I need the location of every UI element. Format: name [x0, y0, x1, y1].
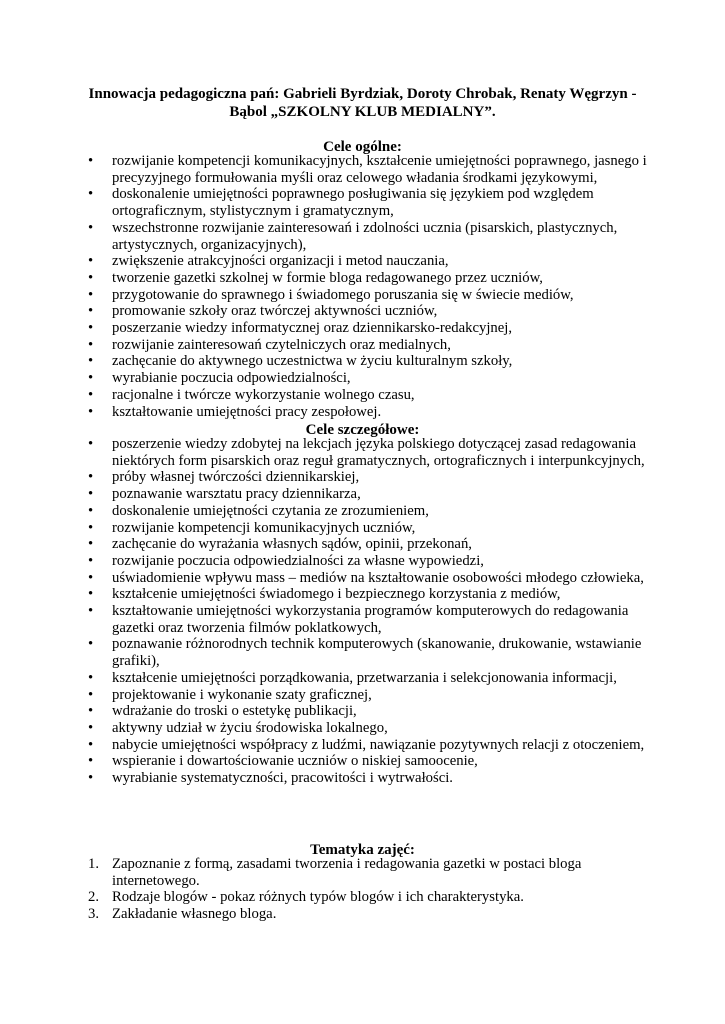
list-item: [0, 303, 725, 320]
bullet-icon: •: [88, 536, 94, 553]
list-item: [0, 753, 725, 770]
bullet-icon: •: [88, 719, 94, 736]
list-item: [0, 703, 725, 720]
bullet-icon: •: [88, 586, 94, 603]
list-item-text: próby własnej twórczości dziennikarskiej,: [112, 469, 360, 486]
list-item-text: wyrabianie poczucia odpowiedzialności,: [112, 370, 351, 387]
list-item-text: racjonalne i twórcze wykorzystanie wolnego czasu,: [112, 386, 415, 403]
list-cele-szczegolowe: [0, 436, 725, 787]
bullet-icon: •: [88, 386, 94, 403]
list-item: [0, 856, 725, 889]
list-item: [0, 603, 725, 636]
list-item: [0, 370, 725, 387]
list-item: [0, 220, 725, 253]
list-item-text: Rodzaje blogów - pokaz różnych typów blogów i ich charakterystyka.: [112, 889, 524, 906]
bullet-icon: •: [88, 736, 94, 753]
list-cele-ogolne: [0, 153, 725, 420]
list-item-text: doskonalenie umiejętności czytania ze zrozumieniem,: [112, 502, 429, 519]
list-item-text: wyrabianie systematyczności, pracowitości i wytrwałości.: [112, 770, 453, 787]
title-line-2: Bąbol „SZKOLNY KLUB MEDIALNY”.: [229, 103, 496, 120]
list-item: [0, 270, 725, 287]
bullet-icon: •: [88, 286, 94, 303]
list-item: [0, 186, 725, 219]
list-item: [0, 287, 725, 304]
bullet-icon: •: [88, 186, 94, 203]
list-item: [0, 553, 725, 570]
list-item-text: Zakładanie własnego bloga.: [112, 906, 277, 923]
list-item-text: kształtowanie umiejętności pracy zespołowej.: [112, 403, 382, 420]
list-item: [0, 337, 725, 354]
list-item: [0, 353, 725, 370]
bullet-icon: •: [88, 370, 94, 387]
heading-cele-ogolne: Cele ogólne:: [323, 139, 402, 155]
list-item-text: rozwijanie kompetencji komunikacyjnych, kształcenie umiejętności poprawnego, jasnego i precyzyjnego formułowania myśli oraz celowego władania środkami językowymi,: [112, 153, 647, 186]
list-item: [0, 670, 725, 687]
list-item-number: 2.: [88, 889, 100, 906]
bullet-icon: •: [88, 253, 94, 270]
list-item: [0, 586, 725, 603]
bullet-icon: •: [88, 603, 94, 620]
bullet-icon: •: [88, 770, 94, 787]
bullet-icon: •: [88, 320, 94, 337]
list-item-text: wszechstronne rozwijanie zainteresowań i zdolności ucznia (pisarskich, plastycznych, artystycznych, organizacyjnych),: [112, 219, 618, 253]
list-item-number: 3.: [88, 906, 100, 923]
list-item: [0, 636, 725, 669]
bullet-icon: •: [88, 703, 94, 720]
list-item-text: Zapoznanie z formą, zasadami tworzenia i redagowania gazetki w postaci bloga internetowego.: [112, 856, 582, 889]
bullet-icon: •: [88, 303, 94, 320]
list-item: [0, 436, 725, 469]
bullet-icon: •: [88, 486, 94, 503]
bullet-icon: •: [88, 153, 94, 169]
list-item-text: zwiększenie atrakcyjności organizacji i metod nauczania,: [112, 253, 449, 270]
title-line-1: Innowacja pedagogiczna pań: Gabrieli Byrdziak, Doroty Chrobak, Renaty Węgrzyn -: [88, 86, 637, 102]
bullet-icon: •: [88, 636, 94, 653]
list-item-number: 1.: [88, 856, 100, 872]
bullet-icon: •: [88, 403, 94, 420]
list-item: [0, 469, 725, 486]
bullet-icon: •: [88, 436, 94, 452]
list-item: [0, 737, 725, 754]
list-item-text: projektowanie i wykonanie szaty graficznej,: [112, 686, 372, 703]
list-item-text: rozwijanie zainteresowań czytelniczych oraz medialnych,: [112, 336, 451, 353]
list-item: [0, 687, 725, 704]
list-item-text: promowanie szkoły oraz twórczej aktywności uczniów,: [112, 303, 438, 320]
list-item: [0, 906, 725, 923]
list-item-text: nabycie umiejętności współpracy z ludźmi, nawiązanie pozytywnych relacji z otoczeniem,: [112, 736, 645, 753]
list-item: [0, 486, 725, 503]
list-item-text: doskonalenie umiejętności poprawnego posługiwania się językiem pod względem ortograficznym, stylistycznym i gramatycznym,: [112, 186, 594, 220]
list-item-text: rozwijanie kompetencji komunikacyjnych uczniów,: [112, 519, 416, 536]
document-title: [60, 86, 665, 121]
list-item-text: poznawanie różnorodnych technik komputerowych (skanowanie, drukowanie, wstawianie grafiki),: [112, 636, 642, 670]
list-item: [0, 889, 725, 906]
list-item-text: kształcenie umiejętności porządkowania, przetwarzania i selekcjonowania informacji,: [112, 669, 617, 686]
bullet-icon: •: [88, 353, 94, 370]
list-item: [0, 320, 725, 337]
bullet-icon: •: [88, 469, 94, 486]
list-item: [0, 404, 725, 421]
list-item-text: wdrażanie do troski o estetykę publikacji,: [112, 703, 357, 720]
bullet-icon: •: [88, 519, 94, 536]
bullet-icon: •: [88, 269, 94, 286]
list-item-text: przygotowanie do sprawnego i świadomego poruszania się w świecie mediów,: [112, 286, 574, 303]
list-item: [0, 770, 725, 787]
list-item: [0, 520, 725, 537]
list-item-text: wspieranie i dowartościowanie uczniów o niskiej samoocenie,: [112, 753, 478, 770]
list-item-text: uświadomienie wpływu mass – mediów na kształtowanie osobowości młodego człowieka,: [112, 569, 644, 586]
bullet-icon: •: [88, 686, 94, 703]
list-item: [0, 153, 725, 186]
bullet-icon: •: [88, 569, 94, 586]
list-item-text: aktywny udział w życiu środowiska lokalnego,: [112, 719, 388, 736]
heading-tematyka: Tematyka zajęć:: [310, 842, 415, 858]
list-item: [0, 253, 725, 270]
list-item: [0, 720, 725, 737]
list-item: [0, 536, 725, 553]
bullet-icon: •: [88, 219, 94, 236]
bullet-icon: •: [88, 502, 94, 519]
bullet-icon: •: [88, 669, 94, 686]
list-item-text: poszerzenie wiedzy zdobytej na lekcjach języka polskiego dotyczącej zasad redagowania niektórych form pisarskich oraz reguł gramatycznych, ortograficznych i interpunkcyjnych,: [112, 436, 645, 469]
list-item-text: kształcenie umiejętności świadomego i bezpiecznego korzystania z mediów,: [112, 586, 561, 603]
list-item: [0, 387, 725, 404]
list-item-text: kształtowanie umiejętności wykorzystania programów komputerowych do redagowania gazetki oraz tworzenia filmów poklatkowych,: [112, 603, 629, 636]
list-item-text: zachęcanie do aktywnego uczestnictwa w życiu kulturalnym szkoły,: [112, 353, 513, 370]
bullet-icon: •: [88, 753, 94, 770]
heading-cele-szczegolowe: Cele szczegółowe:: [305, 422, 420, 438]
list-tematyka-zajec: [0, 856, 725, 923]
list-item-text: rozwijanie poczucia odpowiedzialności za własne wypowiedzi,: [112, 552, 484, 569]
list-item-text: tworzenie gazetki szkolnej w formie bloga redagowanego przez uczniów,: [112, 269, 543, 286]
bullet-icon: •: [88, 336, 94, 353]
list-item-text: poszerzanie wiedzy informatycznej oraz dziennikarsko-redakcyjnej,: [112, 320, 513, 337]
list-item: [0, 570, 725, 587]
list-item-text: zachęcanie do wyrażania własnych sądów, opinii, przekonań,: [112, 536, 472, 553]
bullet-icon: •: [88, 552, 94, 569]
list-item: [0, 503, 725, 520]
list-item-text: poznawanie warsztatu pracy dziennikarza,: [112, 486, 361, 503]
